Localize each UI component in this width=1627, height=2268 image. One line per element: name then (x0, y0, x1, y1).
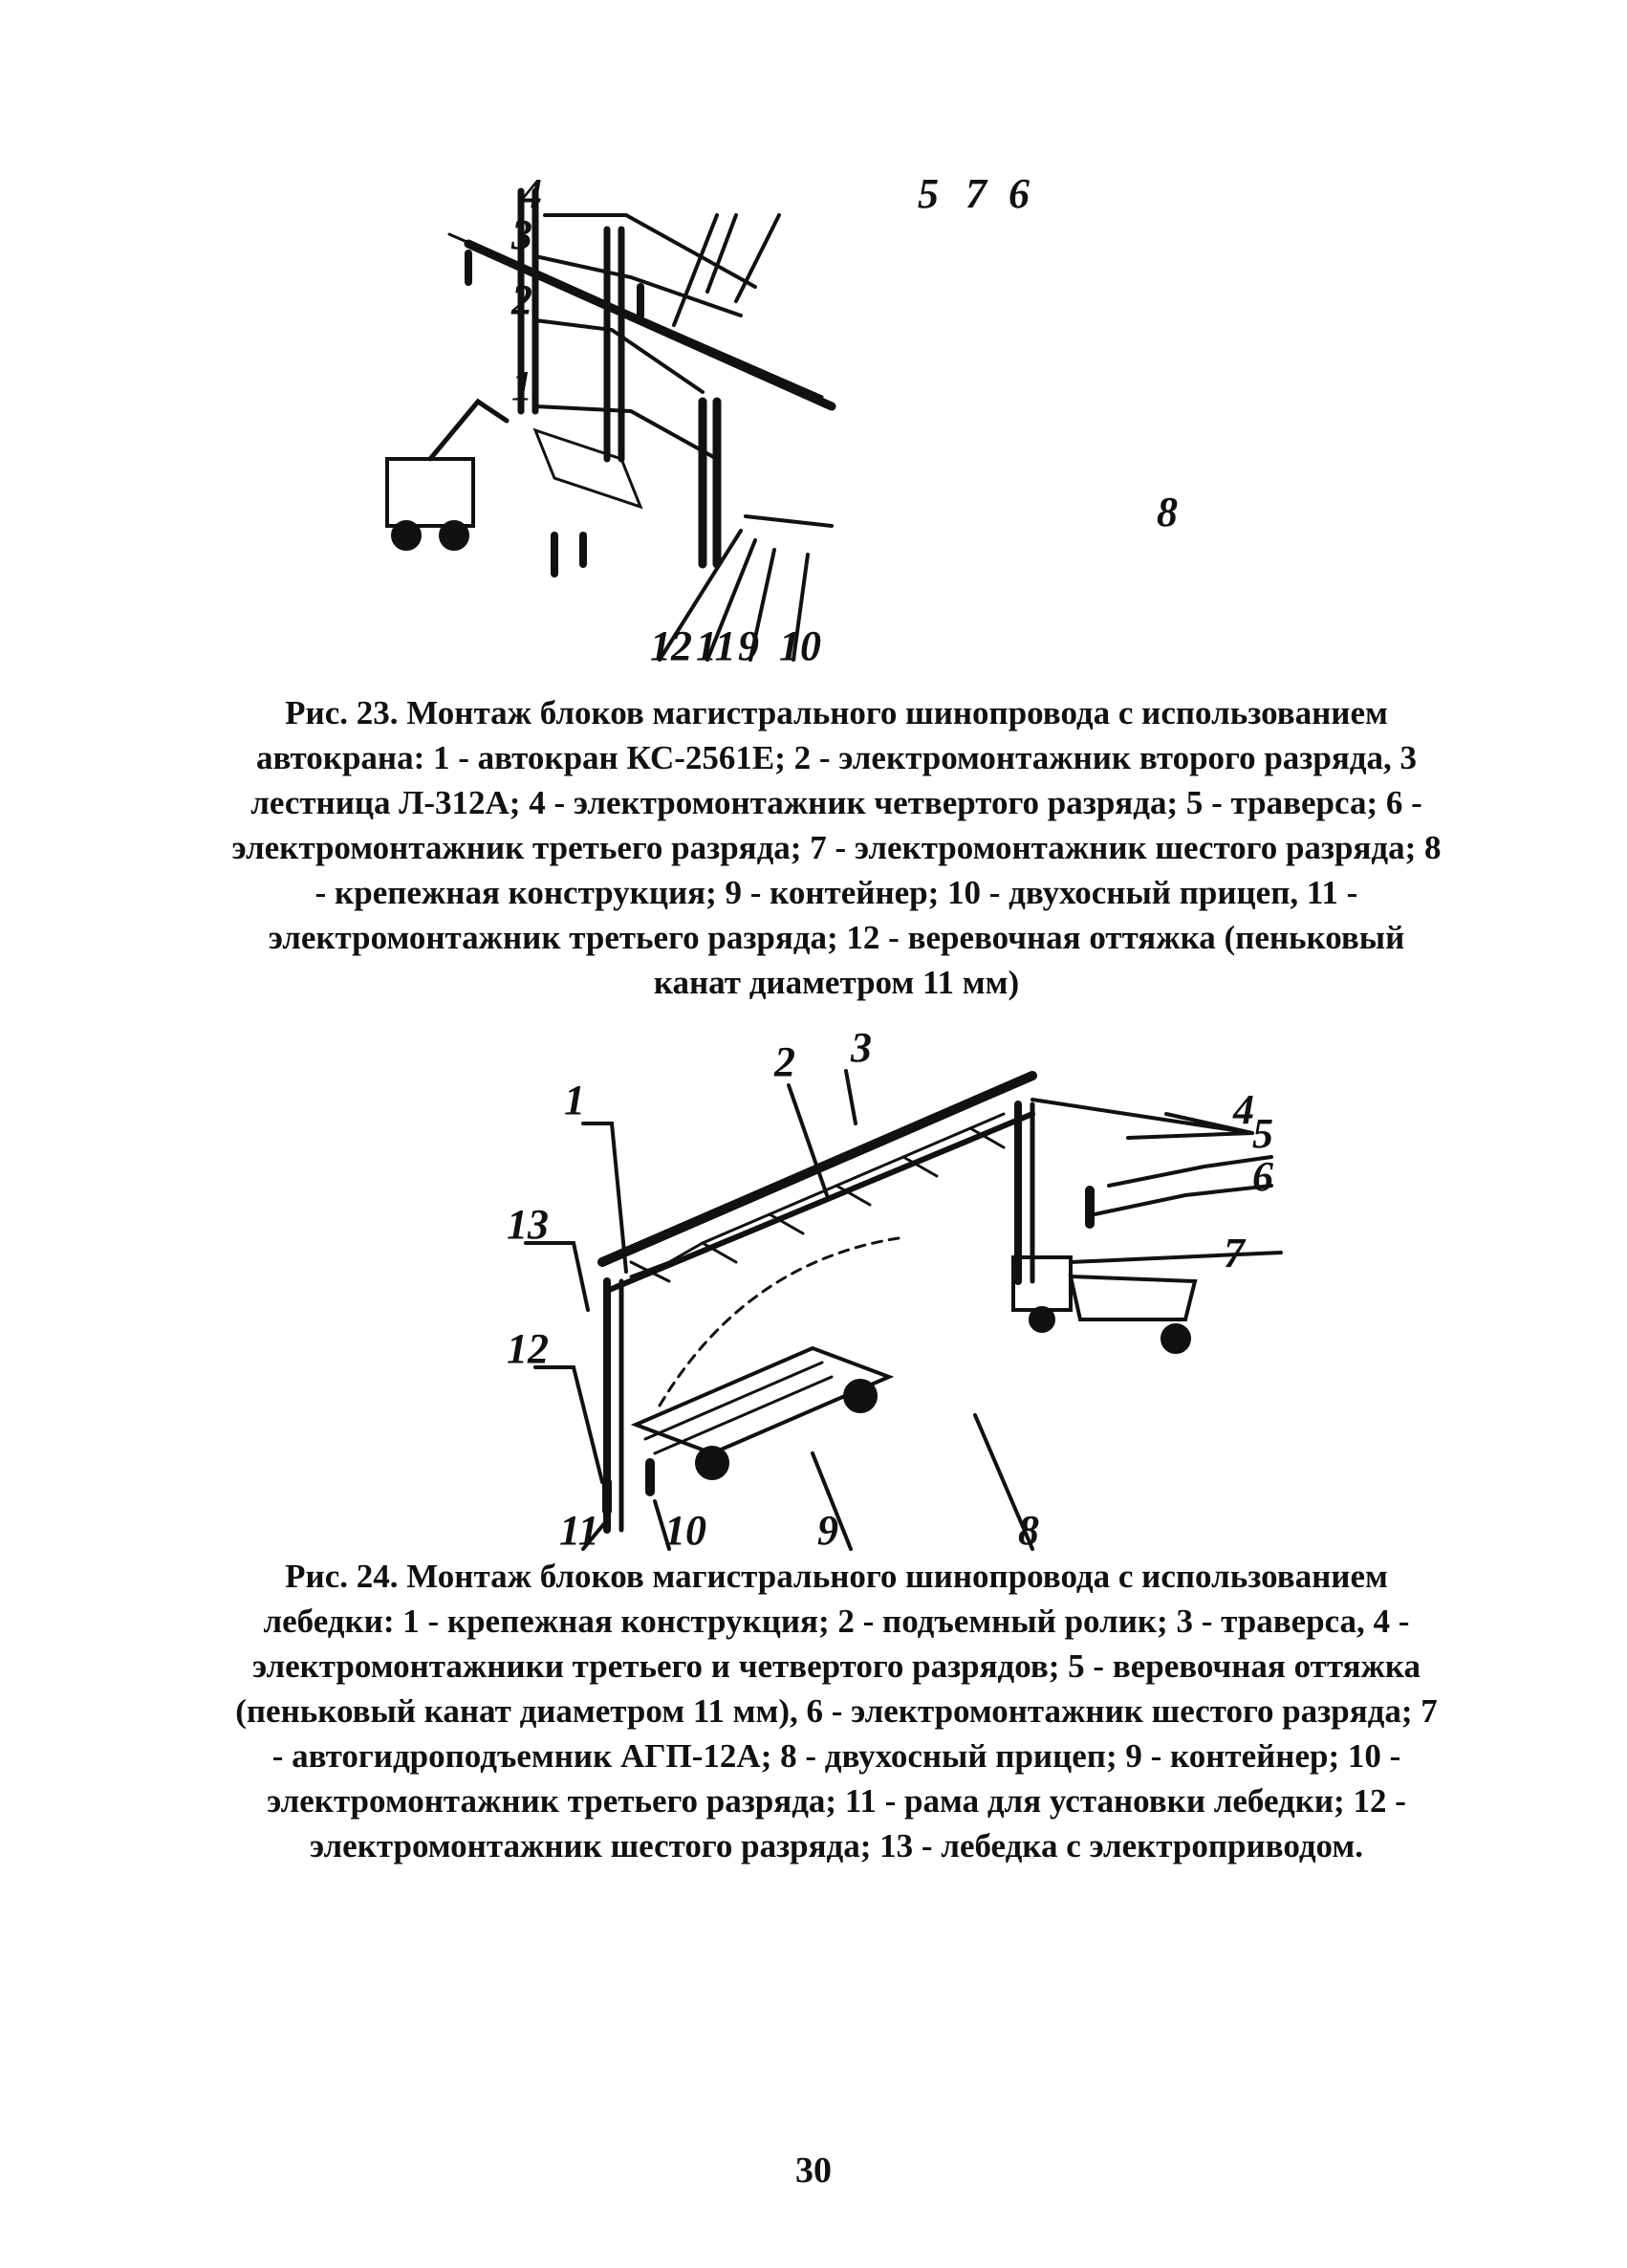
fig23-callout-12: 12 (650, 622, 692, 669)
figure-24-caption (229, 1554, 1443, 1868)
fig23-callout-5: 5 (918, 170, 939, 217)
fig24-callout-6: 6 (1252, 1153, 1273, 1200)
figure-23-drawing (511, 170, 1204, 679)
figure-24-caption-title: Рис. 24. Монтаж блоков магистрального шинопровода с использованием лебедки: (263, 1558, 1388, 1640)
figure-24-caption-body: 1 - крепежная конструкция; 2 - подъемный ролик; 3 - траверса, 4 - электромонтажники третьего и четвертого разрядов; 5 - веревочная оттяжка (пеньковый канат диаметром 11 мм), 6 - электромонтажник шестого разряда; 7 - автогидроподъемник АГП-12А; 8 - двухосный прицеп; 9 - контейнер; 10 - электромонтажник третьего разряда; 11 - рама для установки лебедки; 12 - электромонтажник шестого разряда; 13 - лебедка с электроприводом. (235, 1603, 1438, 1865)
fig24-callout-12: 12 (507, 1325, 549, 1372)
fig24-callout-3: 3 (851, 1024, 872, 1071)
fig23-callout-9: 9 (738, 622, 759, 669)
figure-23-caption-body: 1 - автокран КС-2561Е; 2 - электромонтажник второго разряда, 3 лестница Л-312А; 4 - электромонтажник четвертого разряда; 5 - траверса; 6 - электромонтажник третьего разряда; 7 - электромонтажник шестого разряда; 8 - крепежная конструкция; 9 - контейнер; 10 - двухосный прицеп, 11 - электромонтажник третьего разряда; 12 - веревочная оттяжка (пеньковый канат диаметром 11 мм) (231, 739, 1442, 1001)
fig23-callout-10: 10 (779, 622, 821, 669)
fig23-callout-3: 3 (511, 211, 532, 258)
figure-23-caption (229, 690, 1443, 1005)
fig23-callout-1: 1 (511, 362, 532, 409)
fig24-callout-1: 1 (564, 1077, 585, 1123)
fig24-callout-13: 13 (507, 1201, 549, 1248)
fig24-callout-9: 9 (817, 1507, 838, 1554)
fig24-callout-2: 2 (774, 1038, 795, 1085)
figure-23-caption-title: Рис. 23. Монтаж блоков магистрального шинопровода с использованием автокрана: (256, 694, 1388, 776)
page-number: 30 (795, 2150, 832, 2191)
fig24-callout-10: 10 (664, 1507, 706, 1554)
fig24-callout-7: 7 (1224, 1230, 1245, 1276)
fig23-callout-7: 7 (965, 170, 987, 217)
fig24-callout-4: 4 (1233, 1086, 1254, 1133)
fig23-callout-6: 6 (1009, 170, 1030, 217)
fig23-callout-11: 11 (696, 622, 736, 669)
figure-24-drawing (497, 1024, 1273, 1554)
fig23-callout-8: 8 (1157, 489, 1178, 535)
fig24-callout-8: 8 (1018, 1507, 1039, 1554)
fig23-callout-4: 4 (521, 170, 542, 217)
fig24-callout-11: 11 (559, 1507, 599, 1554)
fig24-callout-5: 5 (1252, 1110, 1273, 1157)
fig23-callout-2: 2 (511, 276, 532, 323)
